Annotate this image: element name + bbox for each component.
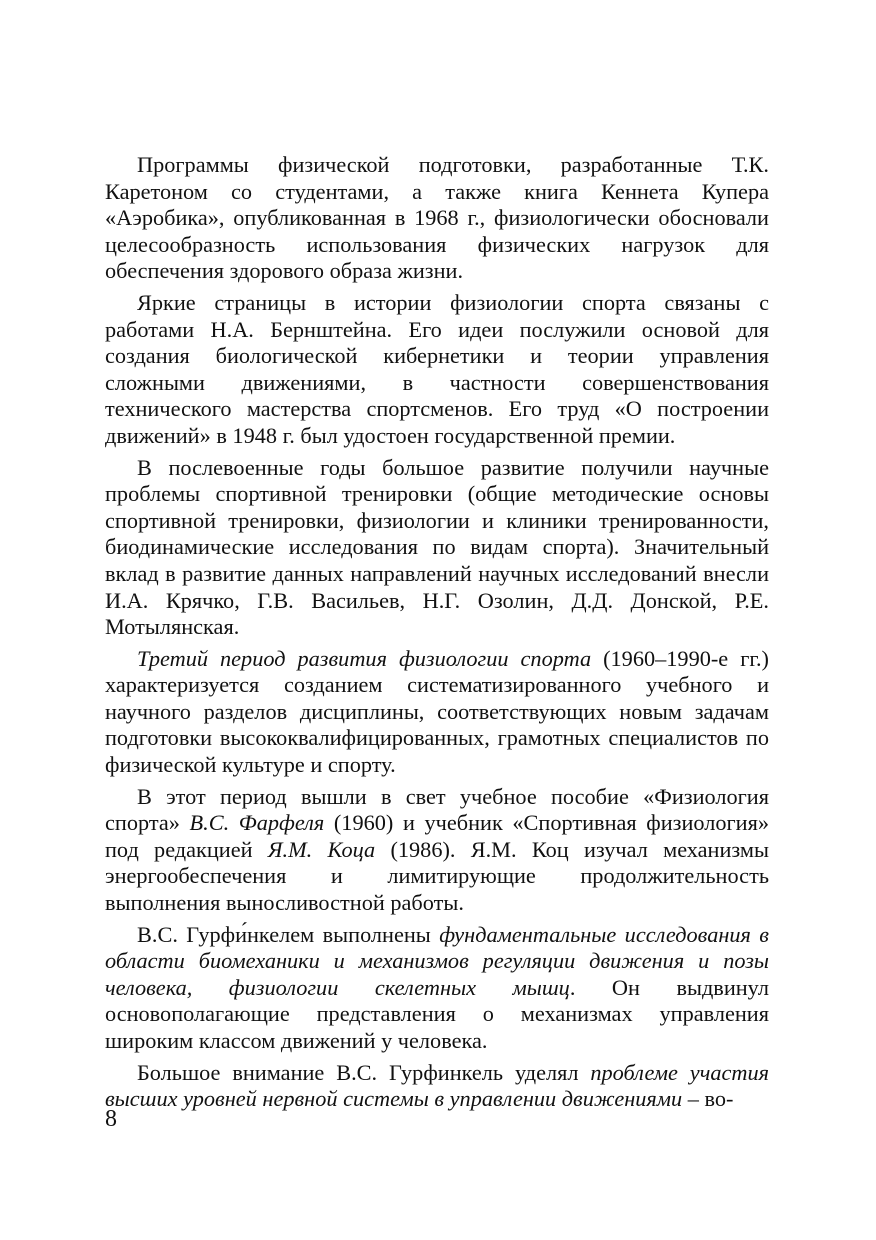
text-run: (1986). Я.М. Коц изучал механизмы энергообеспечения и лимитирующие продолжительность выполнения выносливостной работы. [105, 836, 769, 916]
text-run: В послевоенные годы большое развитие получили научные проблемы спортивной тренировки (общие методические основы спортивной тренировки, физиологии и клиники тренированности, биодинамические исследования по видам спорта). Значительный вклад в развитие данных направлений научных исследований внесли И.А. Крячко, Г.В. Васильев, Н.Г. Озолин, Д.Д. Донской, Р.Е. Мотылянская. [105, 454, 769, 640]
paragraph [105, 455, 769, 641]
text-run: Большое внимание В.С. Гурфинкель уделял [137, 1059, 591, 1085]
italic-text: В.С. Фарфеля [189, 810, 325, 836]
paragraph [105, 646, 769, 779]
page-number: 8 [105, 1106, 117, 1132]
paragraph [105, 1060, 769, 1113]
text-run: – во- [682, 1086, 734, 1112]
body-text [105, 152, 769, 1113]
paragraph [105, 290, 769, 450]
paragraph [105, 784, 769, 917]
text-run: Яркие страницы в истории физиологии спорта связаны с работами Н.А. Бернштейна. Его идеи послужили основой для создания биологической кибернетики и теории управления сложными движениями, в частности совершенствования технического мастерства спортсменов. Его труд «О построении движений» в 1948 г. был удостоен государственной премии. [105, 289, 769, 448]
text-run: (1960) и учебник «Спортивная физиология» под редакцией [105, 810, 770, 862]
text-run: Программы физической подготовки, разработанные Т.К. Каретоном со студентами, а также книга Кеннета Купера «Аэробика», опубликованная в 1968 г., физиологически обосновали целесообразность использования физических нагрузок для обеспечения здорового образа жизни. [105, 152, 769, 284]
paragraph [105, 922, 769, 1055]
italic-text: проблеме участия высших уровней нервной системы в управлении движениями [105, 1059, 769, 1112]
italic-text: фундаментальные исследования в области биомеханики и механизмов регуляции движения и позы человека, физиологии скелетных мышц [105, 921, 769, 1000]
italic-text: Я.М. Коца [267, 836, 376, 862]
text-run: В.С. Гурфи́нкелем выполнены [137, 921, 440, 947]
text-run: . Он выдвинул основополагающие представления о механизмах управления широким классом движений у человека. [105, 974, 769, 1053]
paragraph [105, 152, 769, 285]
text-run: (1960–1990-е гг.) характеризуется созданием систематизированного учебного и научного разделов дисциплины, соответствующих новым задачам подготовки высококвалифицированных, грамотных специалистов по физической культуре и спорту. [105, 645, 769, 778]
italic-text: Третий период развития физиологии спорта [137, 645, 592, 671]
text-run: В этот период вышли в свет учебное пособие «Физиология спорта» [105, 783, 769, 836]
